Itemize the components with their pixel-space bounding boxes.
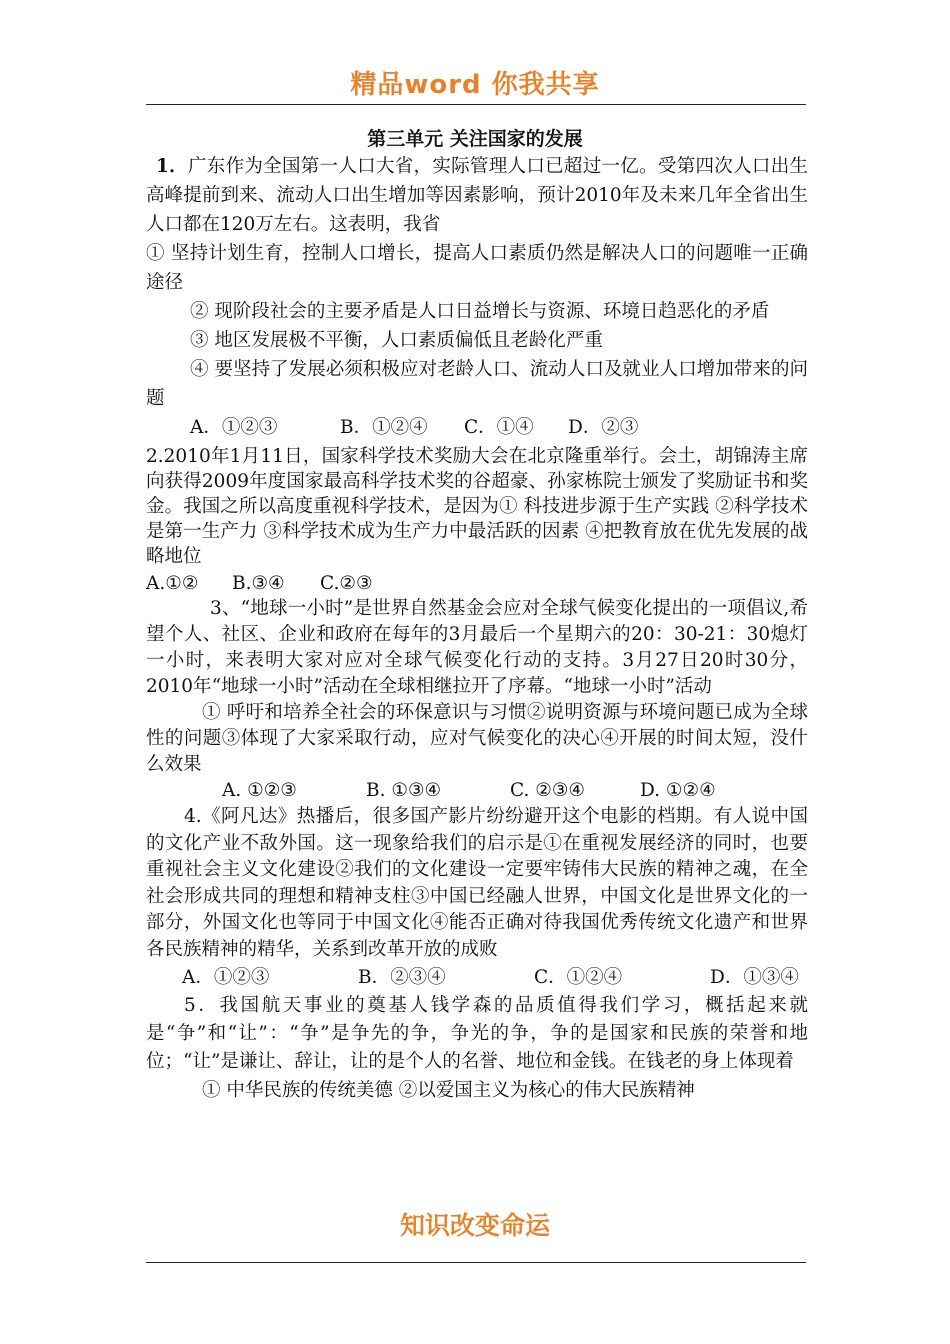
q4-options <box>146 963 808 992</box>
q4-option-c: C．①②④ <box>534 967 623 988</box>
q2-option-a: A.①② <box>146 573 199 594</box>
q1-statement-3: ③ 地区发展极不平衡，人口素质偏低且老龄化严重 <box>190 330 603 351</box>
q1-option-c: C．①④ <box>464 417 534 438</box>
q2-options <box>146 571 808 596</box>
q3-option-c: C. ②③④ <box>510 780 586 801</box>
q4-option-d: D．①③④ <box>710 967 799 988</box>
q3-option-d: D. ①②④ <box>640 780 716 801</box>
q1-option-b: B．①②④ <box>340 417 428 438</box>
q1-option-a: A．①②③ <box>190 417 278 438</box>
q1-options <box>146 413 808 442</box>
page-footer: 知识改变命运 <box>399 1211 550 1240</box>
question-content <box>146 152 808 1105</box>
q4-option-a: A．①②③ <box>182 967 270 988</box>
q1-statement-2: ② 现阶段社会的主要矛盾是人口日益增长与资源、环境日趋恶化的矛盾 <box>190 301 770 322</box>
q4-option-b: B．②③④ <box>358 967 446 988</box>
q1-stem: 1．广东作为全国第一人口大省，实际管理人口已超过一亿。受第四次人口出生高峰提前到来、流动人口出生增加等因素影响，预计2010年及未来几年全省出生人口都在120万左右。这表明，我省 <box>146 156 808 235</box>
page-header: 精品word 你我共享 <box>350 70 600 100</box>
q4-text: 4.《阿凡达》热播后，很多国产影片纷纷避开这个电影的档期。有人说中国的文化产业不敌外国。这一现象给我们的启示是①在重视发展经济的同时，也要重视社会主义文化建设②我们的文化建设一定要牢铸伟大民族的精神之魂，在全社会形成共同的理想和精神支柱③中国已经融人世界，中国文化是世界文化的一部分，外国文化也等同于中国文化④能否正确对待我国优秀传统文化遗产和世界各民族精神的精华，关系到改革开放的成败 <box>146 806 808 960</box>
q3-stem: 3、“地球一小时”是世界自然基金会应对全球气候变化提出的一项倡议,希望个人、社区、企业和政府在每年的3月最后一个星期六的20：30-21：30熄灯一小时，来表明大家对应对全球气候变化行动的支持。3月27日20时30分，2010年“地球一小时”活动在全球相继拉开了序幕。“地球一小时”活动 <box>146 598 808 697</box>
q2-option-b: B.③④ <box>232 573 285 594</box>
q5-text: 5．我国航天事业的奠基人钱学森的品质值得我们学习，概括起来就是“争”和“让”：“争”是争先的争，争光的争，争的是国家和民族的荣誉和地位；“让”是谦让、辞让，让的是个人的名誉、地位和金钱。在钱老的身上体现着 <box>146 995 808 1072</box>
q3-statements: ① 呼吁和培养全社会的环保意识与习惯②说明资源与环境问题已成为全球性的问题③体现了大家采取行动，应对气候变化的决心④开展的时间太短，没什么效果 <box>146 702 808 775</box>
q1-statement-1: ① 坚持计划生育，控制人口增长，提高人口素质仍然是解决人口的问题唯一正确途径 <box>146 243 808 293</box>
q3-option-b: B. ①③④ <box>366 780 442 801</box>
q1-statement-4: ④ 要坚持了发展必须积极应对老龄人口、流动人口及就业人口增加带来的问题 <box>146 359 808 409</box>
q3-options <box>146 778 808 804</box>
unit-title: 第三单元 关注国家的发展 <box>367 128 583 150</box>
q2-text: 2.2010年1月11日，国家科学技术奖励大会在北京隆重举行。会土，胡锦涛主席向获得2009年度国家最高科学技术奖的谷超豪、孙家栋院士颁发了奖励证书和奖金。我国之所以高度重视科学技术，是因为① 科技进步源于生产实践 ②科学技术是第一生产力 ③科学技术成为生产力中最活跃的因素 ④把教育放在优先发展的战略地位 <box>146 446 808 567</box>
footer-rule <box>146 1262 806 1263</box>
q3-option-a: A. ①②③ <box>222 780 297 801</box>
header-rule <box>146 104 806 105</box>
q2-option-c: C.②③ <box>320 573 373 594</box>
q5-statements: ① 中华民族的传统美德 ②以爱国主义为核心的伟大民族精神 <box>202 1080 695 1101</box>
q1-option-d: D．②③ <box>568 417 639 438</box>
